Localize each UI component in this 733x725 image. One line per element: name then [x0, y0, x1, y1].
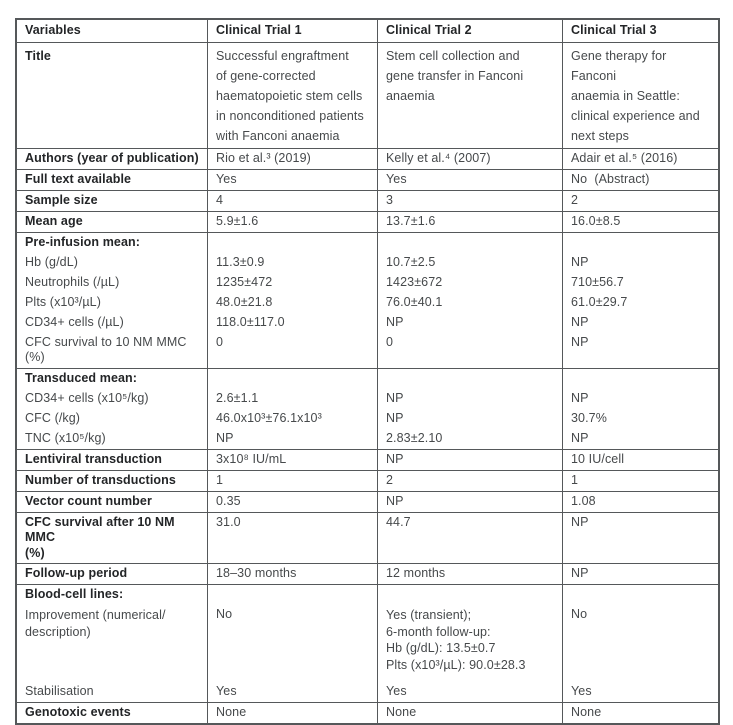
row-label-cell: Hb (g/dL) [25, 254, 79, 269]
value-cell: 48.0±21.8 [207, 293, 377, 313]
row-label-cell: Follow-up period [25, 566, 128, 580]
value-cell: NP [207, 429, 377, 449]
cell-line: anaemia in Seattle: [571, 88, 680, 103]
column-header: Variables [25, 23, 81, 37]
value-cell: No (Abstract) [562, 170, 718, 190]
value-cell: 710±56.7 [562, 273, 718, 293]
value-cell: Yes [562, 682, 718, 702]
column-header: Clinical Trial 1 [207, 20, 377, 42]
value-cell: NP [377, 450, 562, 470]
value-cell: 31.0 [207, 513, 377, 564]
row-label-cell: Genotoxic events [25, 705, 131, 719]
value-cell: 61.0±29.7 [562, 293, 718, 313]
value-cell: Yes [207, 170, 377, 190]
value-cell: 12 months [377, 564, 562, 584]
value-cell: 13.7±1.6 [377, 212, 562, 232]
row-label-cell: CFC (/kg) [25, 410, 81, 425]
cell-line: 6-month follow-up: [386, 624, 491, 639]
table-row [17, 169, 718, 190]
cell-line: Hb (g/dL): 13.5±0.7 [386, 641, 496, 655]
table-group-row [17, 584, 718, 702]
value-cell: 1.08 [562, 492, 718, 512]
value-cell: None [562, 703, 718, 723]
row-label-cell: Plts (x10³/µL) [25, 294, 101, 309]
value-cell: NP [377, 313, 562, 333]
value-cell: 76.0±40.1 [377, 293, 562, 313]
value-cell: None [377, 703, 562, 723]
cell-line: description) [25, 624, 91, 639]
value-cell: NP [562, 313, 718, 333]
value-cell: 18–30 months [207, 564, 377, 584]
table-subrow [17, 605, 718, 682]
row-label-cell: TNC (x10⁵/kg) [25, 430, 106, 445]
cell-line: gene transfer in Fanconi [386, 68, 524, 83]
row-label-cell [17, 605, 207, 682]
value-cell: 1 [207, 471, 377, 491]
value-cell: 10 IU/cell [562, 450, 718, 470]
table-subrow [17, 253, 718, 273]
value-cell [207, 233, 377, 253]
table-row [17, 190, 718, 211]
value-cell: Rio et al.³ (2019) [207, 149, 377, 169]
value-cell: 46.0x10³±76.1x10³ [207, 409, 377, 429]
value-cell: 0 [377, 333, 562, 368]
value-cell: NP [562, 564, 718, 584]
value-cell: 1423±672 [377, 273, 562, 293]
value-cell: 4 [207, 191, 377, 211]
value-cell: 3x10⁸ IU/mL [207, 450, 377, 470]
value-cell: 10.7±2.5 [377, 253, 562, 273]
row-label-cell: Vector count number [25, 493, 152, 508]
cell-line: (%) [25, 545, 45, 560]
cell-line: haematopoietic stem cells [216, 88, 363, 103]
value-cell: 1 [562, 471, 718, 491]
row-label-cell: Full text available [25, 171, 132, 186]
value-cell: 0 [207, 333, 377, 368]
value-cell: 30.7% [562, 409, 718, 429]
table-row [17, 512, 718, 564]
row-label-cell: Sample size [25, 192, 98, 207]
row-label-cell: Title [25, 48, 51, 63]
cell-line: Successful engraftment [216, 48, 349, 63]
table-row [17, 449, 718, 470]
cell-line: next steps [571, 128, 629, 143]
clinical-trials-comparison-table [15, 18, 720, 725]
row-label-cell: Mean age [25, 213, 83, 228]
value-cell: 5.9±1.6 [207, 212, 377, 232]
group-header-row [17, 585, 718, 605]
value-cell [562, 369, 718, 389]
group-header-row [17, 233, 718, 253]
value-cell: 16.0±8.5 [562, 212, 718, 232]
table-subrow [17, 313, 718, 333]
value-cell: Yes [207, 682, 377, 702]
value-cell: Kelly et al.⁴ (2007) [377, 149, 562, 169]
cell-line: Plts (x10³/µL): 90.0±28.3 [386, 657, 526, 672]
value-cell: None [207, 703, 377, 723]
value-cell: NP [562, 429, 718, 449]
table-row [17, 563, 718, 584]
table-row [17, 148, 718, 169]
value-cell: NP [562, 389, 718, 409]
table-row [17, 702, 718, 723]
cell-line: Yes (transient); [386, 608, 472, 622]
value-cell: 118.0±117.0 [207, 313, 377, 333]
value-cell: 0.35 [207, 492, 377, 512]
table-row [17, 470, 718, 491]
value-cell [207, 43, 377, 148]
row-label-cell: Authors (year of publication) [25, 150, 199, 165]
value-cell: NP [562, 253, 718, 273]
table-row [17, 211, 718, 232]
table-subrow [17, 293, 718, 313]
value-cell: No [207, 605, 377, 682]
value-cell: NP [377, 409, 562, 429]
value-cell [377, 585, 562, 605]
value-cell: NP [377, 389, 562, 409]
value-cell: 2 [377, 471, 562, 491]
table-header-row [17, 20, 718, 42]
row-label-cell [17, 513, 207, 564]
value-cell: 2 [562, 191, 718, 211]
table-subrow [17, 273, 718, 293]
value-cell: NP [562, 333, 718, 368]
value-cell: 44.7 [377, 513, 562, 564]
row-label-cell: Neutrophils (/µL) [25, 274, 120, 289]
value-cell: 1235±472 [207, 273, 377, 293]
row-label-cell: Transduced mean: [25, 370, 138, 385]
row-label-cell: Lentiviral transduction [25, 451, 163, 466]
table-subrow [17, 429, 718, 449]
value-cell [377, 43, 562, 148]
value-cell [207, 369, 377, 389]
value-cell: 3 [377, 191, 562, 211]
value-cell [207, 585, 377, 605]
value-cell [377, 605, 562, 682]
row-label-cell: Stabilisation [25, 684, 94, 698]
value-cell: Yes [377, 682, 562, 702]
column-header: Clinical Trial 3 [562, 20, 718, 42]
cell-line: of gene-corrected [216, 68, 316, 83]
cell-line: with Fanconi anaemia [216, 128, 340, 143]
value-cell [377, 233, 562, 253]
table-subrow [17, 682, 718, 702]
column-header: Clinical Trial 2 [377, 20, 562, 42]
row-label-cell: Pre-infusion mean: [25, 234, 141, 249]
value-cell [562, 585, 718, 605]
value-cell: 2.83±2.10 [377, 429, 562, 449]
value-cell: 2.6±1.1 [207, 389, 377, 409]
cell-line: in nonconditioned patients [216, 108, 364, 123]
value-cell [562, 233, 718, 253]
cell-line: clinical experience and [571, 108, 700, 123]
row-label-cell: Blood-cell lines: [25, 587, 124, 601]
value-cell [562, 43, 718, 148]
value-cell: NP [377, 492, 562, 512]
cell-line: CFC survival after 10 NM MMC [25, 514, 175, 544]
value-cell [377, 369, 562, 389]
row-label-cell: CD34+ cells (/µL) [25, 314, 124, 329]
group-header-row [17, 369, 718, 389]
value-cell: Yes [377, 170, 562, 190]
row-label-cell: CD34+ cells (x10⁵/kg) [25, 390, 149, 405]
cell-line: Gene therapy for Fanconi [571, 48, 667, 83]
table-group-row [17, 368, 718, 449]
cell-line: anaemia [386, 88, 435, 103]
value-cell: No [562, 605, 718, 682]
table-group-row [17, 232, 718, 368]
value-cell: Adair et al.⁵ (2016) [562, 149, 718, 169]
table-row [17, 491, 718, 512]
table-row [17, 42, 718, 148]
cell-line: Improvement (numerical/ [25, 608, 166, 622]
cell-line: Stem cell collection and [386, 48, 520, 63]
table-subrow [17, 409, 718, 429]
value-cell: 11.3±0.9 [207, 253, 377, 273]
row-label-cell: Number of transductions [25, 472, 176, 487]
row-label-cell: CFC survival to 10 NM MMC (%) [25, 334, 187, 364]
table-subrow [17, 333, 718, 368]
table-subrow [17, 389, 718, 409]
value-cell: NP [562, 513, 718, 564]
